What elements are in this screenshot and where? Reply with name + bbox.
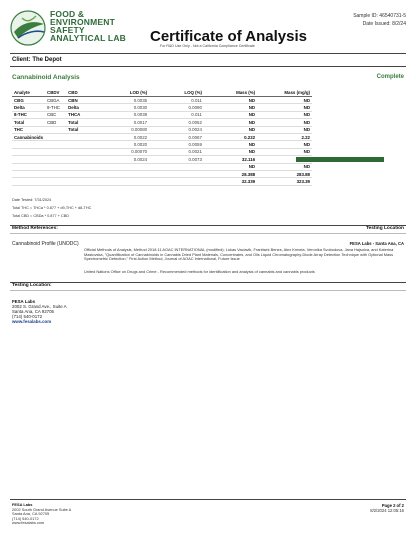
table-cell: 0.0022	[87, 133, 149, 140]
lab-name: FESA Labs	[12, 299, 36, 304]
table-cell: 0.0067	[149, 133, 204, 140]
table-cell: CBC	[45, 111, 66, 118]
table-cell: ND	[204, 111, 257, 118]
testing-location-section-bar	[10, 282, 406, 291]
col-header: LOQ (%)	[149, 89, 204, 97]
table-cell: Total	[66, 126, 87, 133]
col-header: CBD	[66, 89, 87, 97]
cannabinoid-table	[12, 89, 312, 186]
method-reference-text: United Nations Office on Drugs and Crime - Recommended methods for identification and analysis of cannabis and cannabis products	[84, 269, 315, 274]
method-location: FESA Labs - Santa Ana, CA	[349, 241, 404, 246]
table-cell: 283.88	[257, 170, 312, 177]
table-cell: 0.0039	[87, 111, 149, 118]
table-cell: ND	[257, 119, 312, 126]
lab-logo-text	[50, 10, 126, 42]
table-cell	[87, 163, 149, 170]
table-cell	[149, 178, 204, 185]
table-cell	[12, 178, 45, 185]
table-cell: 0.0020	[87, 141, 149, 148]
footer-lab-name: FESA Labs	[12, 502, 33, 507]
table-row	[12, 148, 312, 155]
table-row	[12, 178, 312, 185]
method-section-bar	[10, 225, 406, 234]
logo-line: FOOD &	[50, 9, 85, 19]
table-cell: 0.0030	[87, 104, 149, 111]
table-row	[12, 156, 312, 163]
table-cell	[149, 170, 204, 177]
method-references-label: Method References:	[12, 226, 58, 231]
table-cell: 323.39	[257, 178, 312, 185]
sample-id: Sample ID: 46540731-5	[353, 13, 406, 19]
footer-address	[12, 503, 71, 526]
table-row	[12, 111, 312, 118]
testing-location-heading: Testing Location:	[12, 283, 52, 288]
table-cell: THCA	[66, 111, 87, 118]
table-cell	[45, 126, 66, 133]
table-cell	[45, 178, 66, 185]
table-cell: 28.388	[204, 170, 257, 177]
table-row	[12, 133, 312, 140]
table-cell	[45, 148, 66, 155]
col-header: CBDV	[45, 89, 66, 97]
table-row	[12, 126, 312, 133]
col-header: Analyte	[12, 89, 45, 97]
col-header: Mass (mg/g)	[257, 89, 312, 97]
logo-line: SAFETY	[50, 25, 85, 35]
lab-website-link[interactable]: www.fesalabs.com	[12, 319, 52, 324]
footer-page-info	[370, 503, 404, 513]
table-cell: ND	[204, 97, 257, 104]
table-row	[12, 163, 312, 170]
table-cell: THC	[12, 126, 45, 133]
col-header: Mass (%)	[204, 89, 257, 97]
table-cell: ND	[257, 163, 312, 170]
table-cell: 0.011	[149, 97, 204, 104]
table-cell: 0.222	[204, 133, 257, 140]
status-badge: Complete	[376, 74, 404, 80]
table-cell: ND	[257, 111, 312, 118]
table-cell: CBD	[45, 119, 66, 126]
page-number: Page 2 of 2	[381, 503, 404, 508]
table-cell: 0.0073	[149, 156, 204, 163]
logo-line: ANALYTICAL LAB	[50, 33, 126, 43]
table-cell	[45, 156, 66, 163]
footer-phone: (714) 540-0172	[12, 515, 39, 521]
table-cell: 0.0035	[87, 97, 149, 104]
table-cell: ND	[204, 148, 257, 155]
leaf-globe-icon	[8, 8, 52, 48]
table-header-row	[12, 89, 312, 97]
footer-website[interactable]: www.fesalabs.com	[12, 520, 45, 526]
table-row	[12, 170, 312, 177]
result-bar	[296, 157, 384, 162]
client-name: Client: The Depot	[12, 57, 62, 63]
table-cell: ND	[204, 126, 257, 133]
lab-address-line: 2002 S. Grand Ave., Suite A	[12, 304, 67, 309]
table-cell: 0.00080	[87, 126, 149, 133]
table-cell: 0.00070	[87, 148, 149, 155]
footer-address-line: Santa Ana, CA 92705	[12, 511, 50, 517]
table-cell: ND	[204, 141, 257, 148]
lab-address-line: Santa Ana, CA 92705	[12, 309, 54, 314]
lab-address-block	[12, 299, 67, 324]
table-cell: 8-THC	[12, 111, 45, 118]
table-cell: Delta	[12, 104, 45, 111]
table-cell: ND	[257, 141, 312, 148]
table-cell	[45, 141, 66, 148]
page-subtitle: For R&D Use Only - Not a California Compliance Certificate	[160, 44, 255, 48]
table-cell: Cannabinoids	[14, 134, 44, 140]
table-cell	[66, 170, 87, 177]
table-cell: CBN	[66, 97, 87, 104]
table-cell: ND	[204, 119, 257, 126]
table-cell	[149, 163, 204, 170]
header-divider	[10, 53, 406, 54]
table-cell	[12, 156, 45, 163]
table-cell: ND	[257, 97, 312, 104]
table-cell: ND	[204, 104, 257, 111]
table-cell: 0.0024	[149, 126, 204, 133]
table-cell: 0.0017	[87, 119, 149, 126]
date-tested: Date Tested: 7/31/2024	[12, 198, 52, 202]
print-timestamp: 8/2/2024 12:05:16	[370, 508, 404, 513]
table-cell	[12, 148, 45, 155]
lab-phone: (714) 540-0172	[12, 314, 43, 319]
table-cell: 32.116	[204, 156, 257, 163]
table-cell	[87, 178, 149, 185]
table-cell: ND	[257, 126, 312, 133]
logo-line: ENVIRONMENT	[50, 17, 116, 27]
col-header: LOD (%)	[87, 89, 149, 97]
date-issued: Date Issued: 8/2/24	[362, 21, 406, 27]
client-divider	[10, 66, 406, 67]
table-cell	[66, 163, 87, 170]
table-cell: 32.339	[204, 178, 257, 185]
table-cell	[66, 178, 87, 185]
table-cell: CBGA	[45, 97, 66, 104]
footer-address-line: 2002 South Grand Avenue Suite A	[12, 506, 72, 512]
table-cell: 0.0059	[149, 141, 204, 148]
table-cell	[12, 170, 45, 177]
table-cell	[45, 163, 66, 170]
table-cell	[66, 133, 87, 140]
table-cell	[87, 170, 149, 177]
section-title: Cannabinoid Analysis	[12, 74, 80, 81]
table-cell	[45, 170, 66, 177]
method-reference-text: Official Methods of Analysis, Method 2018.11 AOAC INTERNATIONAL (modified); Lukas Vaclavik, Frantisek Benes, Alex Krmela, Veronika Svobodova, Jana Hajsolva, and Katerina Mastovska, "Quantification of Cannabinoids in Cannabis Dried Plant Materials, Concentrates, and Oils Liquid Chromatography-Diode Array Detection Technique with Optional Mass Spectrometric Detection," First Action Method, Journal of AOAC International, Future Issue	[84, 247, 394, 262]
table-cell: ND	[204, 163, 257, 170]
table-row	[12, 97, 312, 104]
table-cell: 0.0024	[87, 156, 149, 163]
footer-divider	[10, 499, 406, 500]
table-cell: 0.011	[149, 111, 204, 118]
table-cell: 0.0052	[149, 119, 204, 126]
total-thc-formula: Total THC = THCa * 0.877 + d9-THC + d8-THC	[12, 206, 92, 210]
table-cell	[66, 141, 87, 148]
table-cell: Delta	[66, 104, 87, 111]
total-cbd-formula: Total CBD = CBDa * 0.877 + CBD	[12, 214, 69, 218]
table-cell	[12, 163, 45, 170]
page-title: Certificate of Analysis	[150, 28, 307, 45]
table-cell: 0.0090	[149, 104, 204, 111]
table-row	[12, 119, 312, 126]
table-cell: ND	[257, 104, 312, 111]
table-row	[12, 104, 312, 111]
testing-location-label: Testing Location	[365, 226, 404, 231]
table-cell: 0.0021	[149, 148, 204, 155]
table-cell: Total	[66, 119, 87, 126]
table-cell: CBG	[12, 97, 45, 104]
table-cell	[12, 141, 45, 148]
table-row	[12, 141, 312, 148]
table-cell	[45, 133, 66, 140]
table-cell: 9-THC	[45, 104, 66, 111]
table-cell	[66, 148, 87, 155]
table-cell: ND	[257, 148, 312, 155]
method-name: Cannabinoid Profile (UNODC)	[12, 241, 79, 247]
table-cell	[66, 156, 87, 163]
table-cell: Total	[12, 119, 45, 126]
table-cell: 2.22	[257, 133, 312, 140]
